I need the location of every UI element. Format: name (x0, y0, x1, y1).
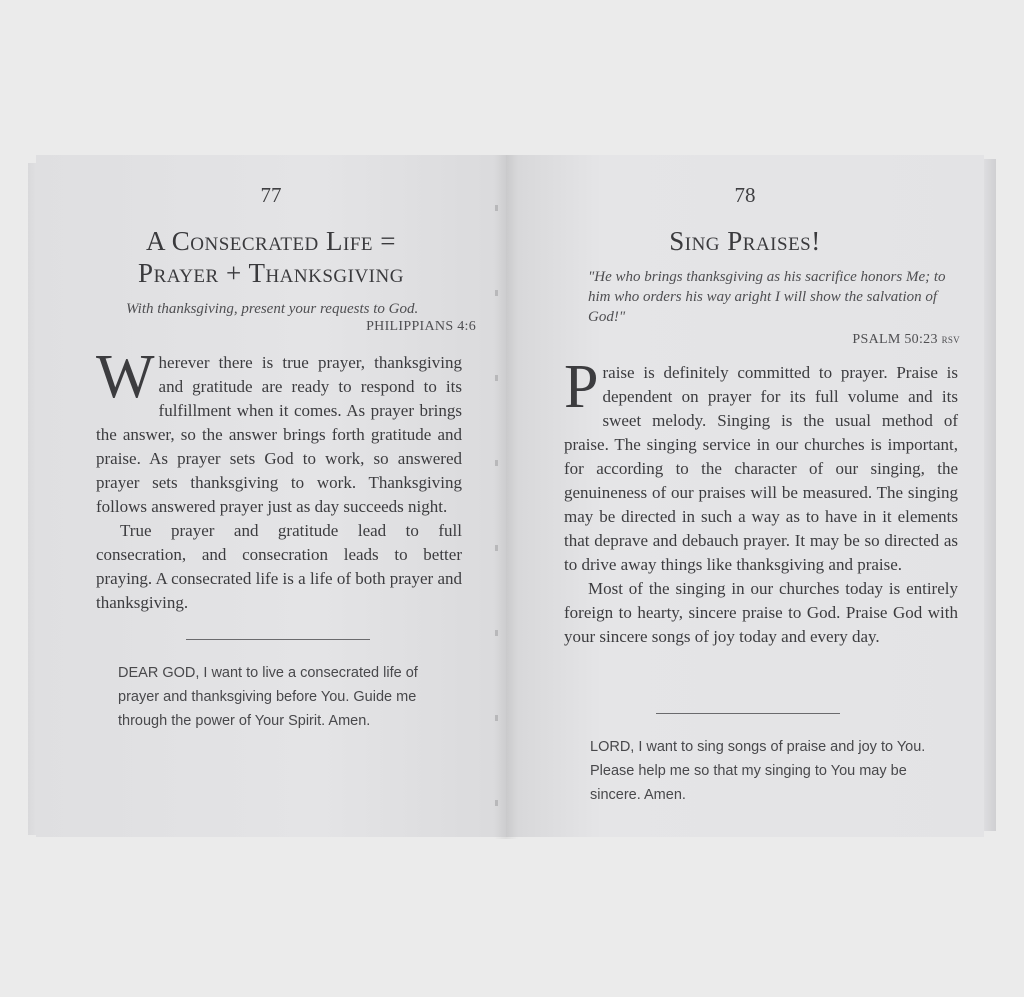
right-page-title: Sing Praises! (669, 226, 821, 256)
book-gutter (494, 155, 518, 839)
right-paragraph-2: Most of the singing in our churches today is entirely foreign to hearty, sincere praise to God. Praise God with your sincere songs of joy today and every day. (564, 579, 958, 646)
right-page (506, 155, 984, 837)
right-body (564, 353, 958, 649)
left-title-line1: A Consecrated Life = (146, 226, 396, 256)
left-prayer: DEAR GOD, I want to live a consecrated life of prayer and thanksgiving before You. Guide me through the power of Your Spirit. Amen. (118, 665, 418, 729)
right-prayer: LORD, I want to sing songs of praise and joy to You. Please help me so that my singing to You may be sincere. Amen. (590, 739, 926, 803)
right-citation (852, 331, 960, 348)
left-dropcap: W (96, 343, 155, 411)
left-paragraph-1 (96, 343, 462, 519)
left-divider (186, 639, 370, 640)
right-citation-ref: PSALM 50:23 (852, 332, 938, 347)
right-citation-version: rsv (941, 331, 960, 346)
left-epigraph: With thanksgiving, present your requests to God. (126, 301, 419, 317)
right-epigraph: "He who brings thanksgiving as his sacrifice honors Me; to him who orders his way aright I will show the salvation of God!" (588, 269, 946, 325)
binding-stitch (495, 800, 498, 806)
binding-stitch (495, 715, 498, 721)
left-paragraph-1-text: herever there is true prayer, thanksgiving and gratitude are ready to respond to its fulfillment when it comes. As prayer brings the answer, so the answer brings forth gratitude and praise. As prayer sets God to work, so answered prayer sets thanksgiving to work. Thanksgiving follows answered prayer just as day succeeds night. (96, 353, 462, 516)
binding-stitch (495, 460, 498, 466)
binding-stitch (495, 545, 498, 551)
open-book (28, 155, 996, 839)
right-divider (656, 713, 840, 714)
right-paragraph-1-text: raise is definitely committed to prayer. Praise is dependent on prayer for its full volume and its sweet melody. Singing is the usual method of praise. The singing service in our churches is important, for according to the character of our singing, the genuineness of our praises will be measured. The singing may be directed in such a way as to have in it elements that deprave and debauch prayer. It may be so directed as to drive away things like thanksgiving and praise. (564, 363, 958, 574)
left-page-title (36, 225, 506, 289)
left-paragraph-2: True prayer and gratitude lead to full consecration, and consecration leads to better praying. A consecrated life is a life of both prayer and thanksgiving. (96, 521, 462, 612)
left-title-line2: Prayer + Thanksgiving (138, 258, 404, 288)
left-citation: PHILIPPIANS 4:6 (366, 319, 476, 334)
binding-stitch (495, 290, 498, 296)
right-dropcap: P (564, 353, 599, 421)
binding-stitch (495, 630, 498, 636)
binding-stitch (495, 205, 498, 211)
right-paragraph-1 (564, 353, 958, 577)
page-number-left: 77 (260, 183, 282, 207)
left-page (36, 155, 506, 837)
left-body (96, 343, 462, 615)
binding-stitch (495, 375, 498, 381)
page-number-right: 78 (734, 183, 756, 207)
